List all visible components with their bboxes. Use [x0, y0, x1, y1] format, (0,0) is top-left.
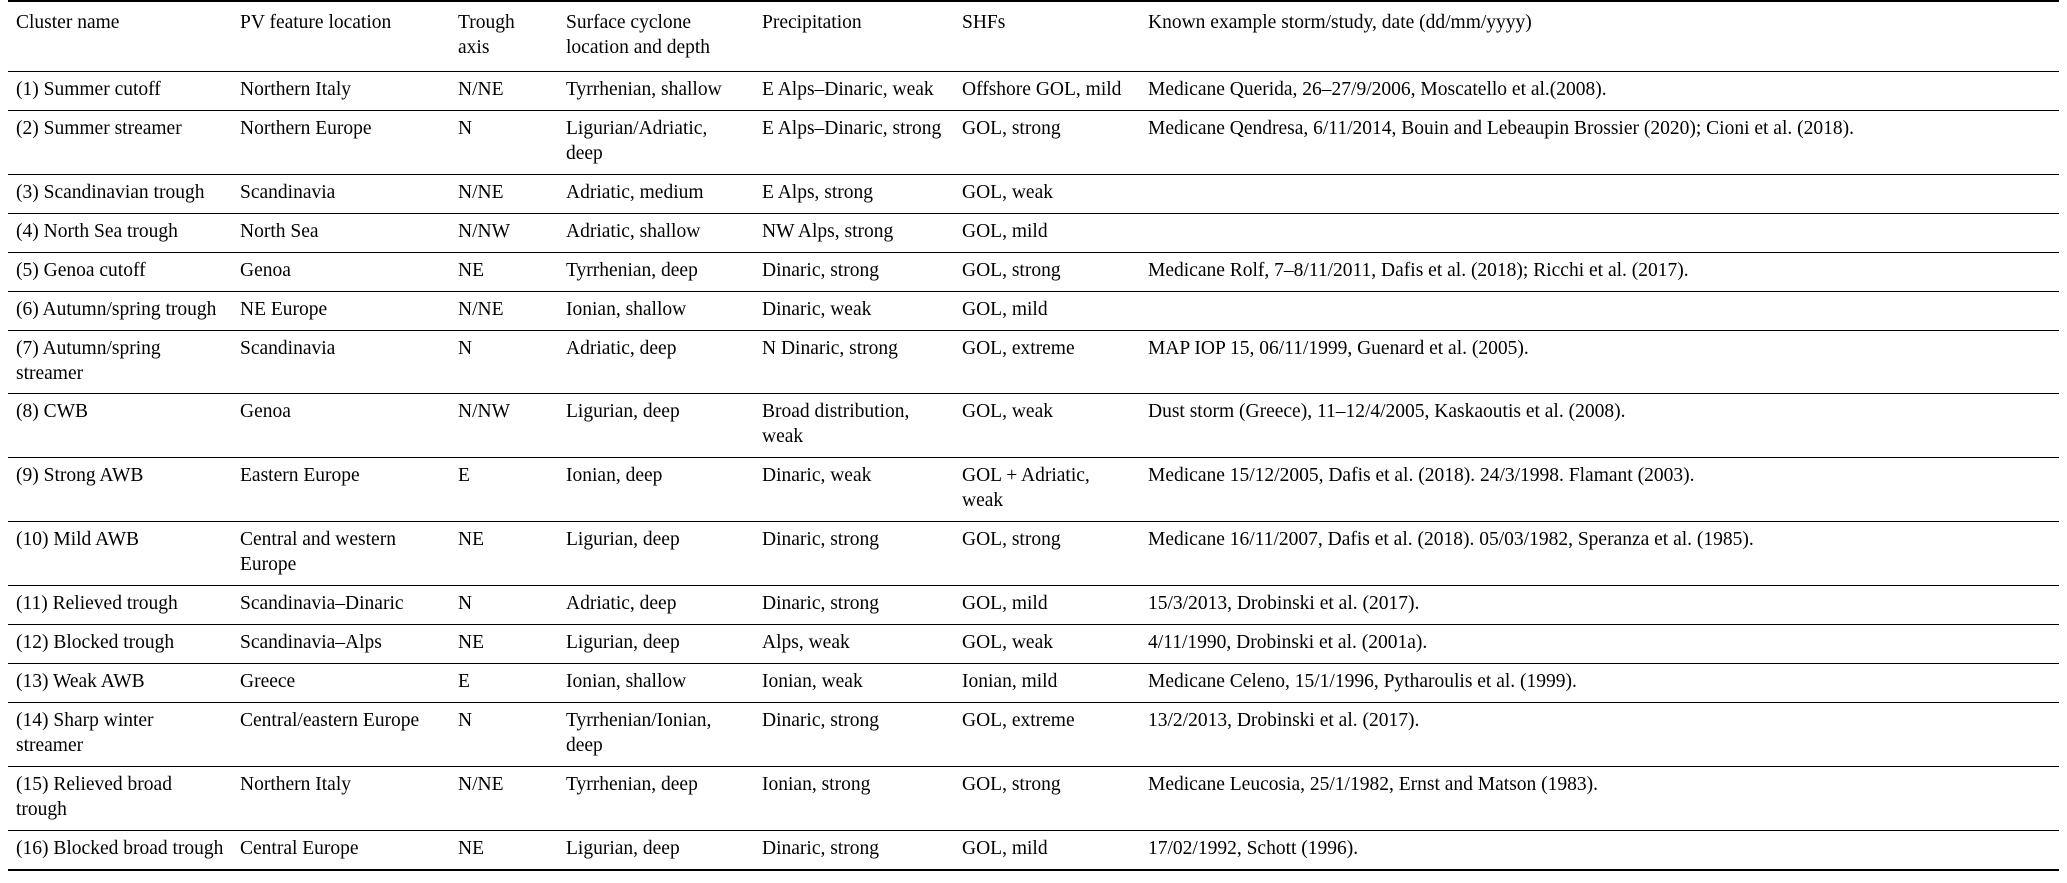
- table-row: [8, 830, 2059, 869]
- cell-known-example: Medicane Celeno, 15/1/1996, Pytharoulis et al. (1999).: [1148, 671, 1577, 693]
- cell-surface-cyclone: Adriatic, deep: [566, 593, 677, 615]
- cell-shfs: GOL, strong: [962, 259, 1061, 281]
- cell-cluster-name: (10) Mild AWB: [16, 529, 140, 551]
- cell-surface-cyclone: Adriatic, shallow: [566, 220, 701, 242]
- cell-trough-axis: N/NW: [458, 401, 510, 423]
- cell-shfs: GOL, strong: [962, 117, 1061, 139]
- table-head: [8, 1, 2059, 71]
- cell-surface-cyclone: Adriatic, deep: [566, 337, 677, 359]
- cell-trough-axis: N: [458, 117, 473, 139]
- cell-precipitation: Ionian, strong: [762, 773, 871, 795]
- table-row: [8, 703, 2059, 767]
- cell-trough-axis: E: [458, 671, 470, 693]
- cell-pv-feature-location: Central/eastern Europe: [240, 710, 420, 732]
- cell-pv-feature-location: Scandinavia–Dinaric: [240, 593, 404, 615]
- cell-known-example: [1140, 174, 2059, 213]
- cell-surface-cyclone: Adriatic, medium: [566, 181, 704, 203]
- cell-cluster-name: (6) Autumn/spring trough: [16, 298, 217, 320]
- cell-precipitation: E Alps–Dinaric, weak: [762, 78, 934, 100]
- cell-trough-axis: NE: [458, 259, 484, 281]
- cell-shfs: Offshore GOL, mild: [962, 78, 1122, 100]
- cell-pv-feature-location: Genoa: [240, 401, 291, 423]
- cell-pv-feature-location: NE Europe: [240, 298, 328, 320]
- cell-cluster-name: (8) CWB: [16, 401, 89, 423]
- cell-pv-feature-location: Northern Europe: [240, 117, 372, 139]
- cell-cluster-name: (9) Strong AWB: [16, 465, 144, 487]
- cell-shfs: GOL, weak: [962, 181, 1053, 203]
- cell-precipitation: E Alps, strong: [762, 181, 874, 203]
- cell-known-example: Dust storm (Greece), 11–12/4/2005, Kaskaoutis et al. (2008).: [1148, 401, 1626, 423]
- cell-precipitation: Dinaric, strong: [762, 529, 879, 551]
- table-row: [8, 522, 2059, 586]
- table-row: [8, 252, 2059, 291]
- table-row: [8, 71, 2059, 110]
- cell-cluster-name: (11) Relieved trough: [16, 593, 178, 615]
- table-row: [8, 766, 2059, 830]
- column-header-shfs: SHFs: [962, 12, 1006, 33]
- cell-trough-axis: N: [458, 593, 473, 615]
- column-header-pv-feature-location: PV feature location: [240, 12, 392, 33]
- cell-cluster-name: (16) Blocked broad trough: [16, 837, 224, 859]
- cell-trough-axis: NE: [458, 837, 484, 859]
- column-header-surface-cyclone-location-and-depth: Surface cyclone location and depth: [566, 12, 711, 58]
- cell-cluster-name: (4) North Sea trough: [16, 220, 178, 242]
- cell-precipitation: Dinaric, strong: [762, 593, 879, 615]
- cell-cluster-name: (5) Genoa cutoff: [16, 259, 146, 281]
- cell-precipitation: Broad distribution, weak: [762, 401, 910, 448]
- cell-cluster-name: (2) Summer streamer: [16, 117, 182, 139]
- table-row: [8, 213, 2059, 252]
- cell-pv-feature-location: Northern Italy: [240, 78, 352, 100]
- cell-surface-cyclone: Ligurian, deep: [566, 401, 680, 423]
- cell-pv-feature-location: Eastern Europe: [240, 465, 360, 487]
- table-row: [8, 291, 2059, 330]
- cell-pv-feature-location: Northern Italy: [240, 773, 352, 795]
- table-row: [8, 174, 2059, 213]
- cell-known-example: 15/3/2013, Drobinski et al. (2017).: [1148, 593, 1420, 615]
- cell-pv-feature-location: Scandinavia–Alps: [240, 632, 382, 654]
- cell-surface-cyclone: Tyrrhenian/Ionian, deep: [566, 710, 712, 757]
- cell-known-example: Medicane 16/11/2007, Dafis et al. (2018). 05/03/1982, Speranza et al. (1985).: [1148, 529, 1754, 551]
- column-header-known-example-storm-study: Known example storm/study, date (dd/mm/yyyy): [1148, 12, 1532, 33]
- cell-shfs: Ionian, mild: [962, 671, 1058, 693]
- cell-known-example: Medicane Leucosia, 25/1/1982, Ernst and Matson (1983).: [1148, 773, 1599, 795]
- cell-trough-axis: N/NE: [458, 773, 504, 795]
- cell-surface-cyclone: Ligurian, deep: [566, 632, 680, 654]
- cell-shfs: GOL, mild: [962, 220, 1048, 242]
- cell-precipitation: Ionian, weak: [762, 671, 863, 693]
- column-header-precipitation: Precipitation: [762, 12, 862, 33]
- cell-pv-feature-location: North Sea: [240, 220, 319, 242]
- cell-shfs: GOL, extreme: [962, 337, 1075, 359]
- cell-shfs: GOL + Adriatic, weak: [962, 465, 1090, 512]
- cell-trough-axis: NE: [458, 529, 484, 551]
- cell-known-example: Medicane Querida, 26–27/9/2006, Moscatello et al.(2008).: [1148, 78, 1607, 100]
- cell-precipitation: Dinaric, weak: [762, 465, 872, 487]
- cell-known-example: MAP IOP 15, 06/11/1999, Guenard et al. (2005).: [1148, 337, 1529, 359]
- cell-trough-axis: NE: [458, 632, 484, 654]
- cell-precipitation: Dinaric, strong: [762, 710, 879, 732]
- cell-surface-cyclone: Ligurian, deep: [566, 837, 680, 859]
- cell-trough-axis: N: [458, 710, 473, 732]
- cell-trough-axis: N/NE: [458, 78, 504, 100]
- cell-shfs: GOL, weak: [962, 632, 1053, 654]
- cell-shfs: GOL, weak: [962, 401, 1053, 423]
- cell-trough-axis: N/NE: [458, 181, 504, 203]
- cell-pv-feature-location: Central and western Europe: [240, 529, 396, 576]
- table-row: [8, 625, 2059, 664]
- cell-cluster-name: (12) Blocked trough: [16, 632, 175, 654]
- cell-shfs: GOL, extreme: [962, 710, 1075, 732]
- cell-shfs: GOL, mild: [962, 837, 1048, 859]
- cell-surface-cyclone: Ionian, shallow: [566, 671, 687, 693]
- cell-known-example: Medicane 15/12/2005, Dafis et al. (2018). 24/3/1998. Flamant (2003).: [1148, 465, 1695, 487]
- cell-cluster-name: (13) Weak AWB: [16, 671, 145, 693]
- cell-precipitation: Dinaric, strong: [762, 259, 879, 281]
- cell-precipitation: Dinaric, strong: [762, 837, 879, 859]
- cell-pv-feature-location: Central Europe: [240, 837, 359, 859]
- table-row: [8, 458, 2059, 522]
- cell-surface-cyclone: Tyrrhenian, shallow: [566, 78, 722, 100]
- cell-trough-axis: N: [458, 337, 473, 359]
- cell-trough-axis: N/NE: [458, 298, 504, 320]
- cell-known-example: 13/2/2013, Drobinski et al. (2017).: [1148, 710, 1420, 732]
- cell-cluster-name: (7) Autumn/spring streamer: [16, 337, 161, 384]
- cell-surface-cyclone: Tyrrhenian, deep: [566, 259, 698, 281]
- cell-shfs: GOL, mild: [962, 298, 1048, 320]
- table-body: [8, 71, 2059, 869]
- cell-shfs: GOL, strong: [962, 773, 1061, 795]
- column-header-cluster-name: Cluster name: [16, 12, 120, 33]
- cell-known-example: 17/02/1992, Schott (1996).: [1148, 837, 1359, 859]
- table-header-row: [8, 1, 2059, 71]
- cell-pv-feature-location: Scandinavia: [240, 181, 336, 203]
- table-row: [8, 586, 2059, 625]
- cell-cluster-name: (3) Scandinavian trough: [16, 181, 205, 203]
- cell-surface-cyclone: Ligurian/Adriatic, deep: [566, 117, 708, 164]
- cell-surface-cyclone: Ligurian, deep: [566, 529, 680, 551]
- cell-known-example: Medicane Rolf, 7–8/11/2011, Dafis et al. (2018); Ricchi et al. (2017).: [1148, 259, 1689, 281]
- cell-cluster-name: (15) Relieved broad trough: [16, 773, 172, 820]
- cell-shfs: GOL, strong: [962, 529, 1061, 551]
- cell-precipitation: E Alps–Dinaric, strong: [762, 117, 942, 139]
- cell-known-example: Medicane Qendresa, 6/11/2014, Bouin and Lebeaupin Brossier (2020); Cioni et al. (2018).: [1148, 117, 1854, 139]
- cell-pv-feature-location: Genoa: [240, 259, 291, 281]
- cell-surface-cyclone: Tyrrhenian, deep: [566, 773, 698, 795]
- column-header-trough-axis: Trough axis: [458, 12, 515, 58]
- table-row: [8, 330, 2059, 394]
- cell-cluster-name: (1) Summer cutoff: [16, 78, 161, 100]
- cluster-characteristics-table: [8, 0, 2059, 871]
- table-row: [8, 110, 2059, 174]
- table-row: [8, 664, 2059, 703]
- cell-precipitation: Dinaric, weak: [762, 298, 872, 320]
- cell-known-example: [1140, 213, 2059, 252]
- cell-trough-axis: E: [458, 465, 470, 487]
- cell-known-example: 4/11/1990, Drobinski et al. (2001a).: [1148, 632, 1428, 654]
- cell-precipitation: NW Alps, strong: [762, 220, 894, 242]
- cell-pv-feature-location: Scandinavia: [240, 337, 336, 359]
- cell-trough-axis: N/NW: [458, 220, 510, 242]
- cell-shfs: GOL, mild: [962, 593, 1048, 615]
- cell-precipitation: N Dinaric, strong: [762, 337, 898, 359]
- cell-surface-cyclone: Ionian, deep: [566, 465, 663, 487]
- cell-known-example: [1140, 291, 2059, 330]
- cell-pv-feature-location: Greece: [240, 671, 296, 693]
- cell-surface-cyclone: Ionian, shallow: [566, 298, 687, 320]
- cell-precipitation: Alps, weak: [762, 632, 850, 654]
- table-row: [8, 394, 2059, 458]
- cell-cluster-name: (14) Sharp winter streamer: [16, 710, 154, 757]
